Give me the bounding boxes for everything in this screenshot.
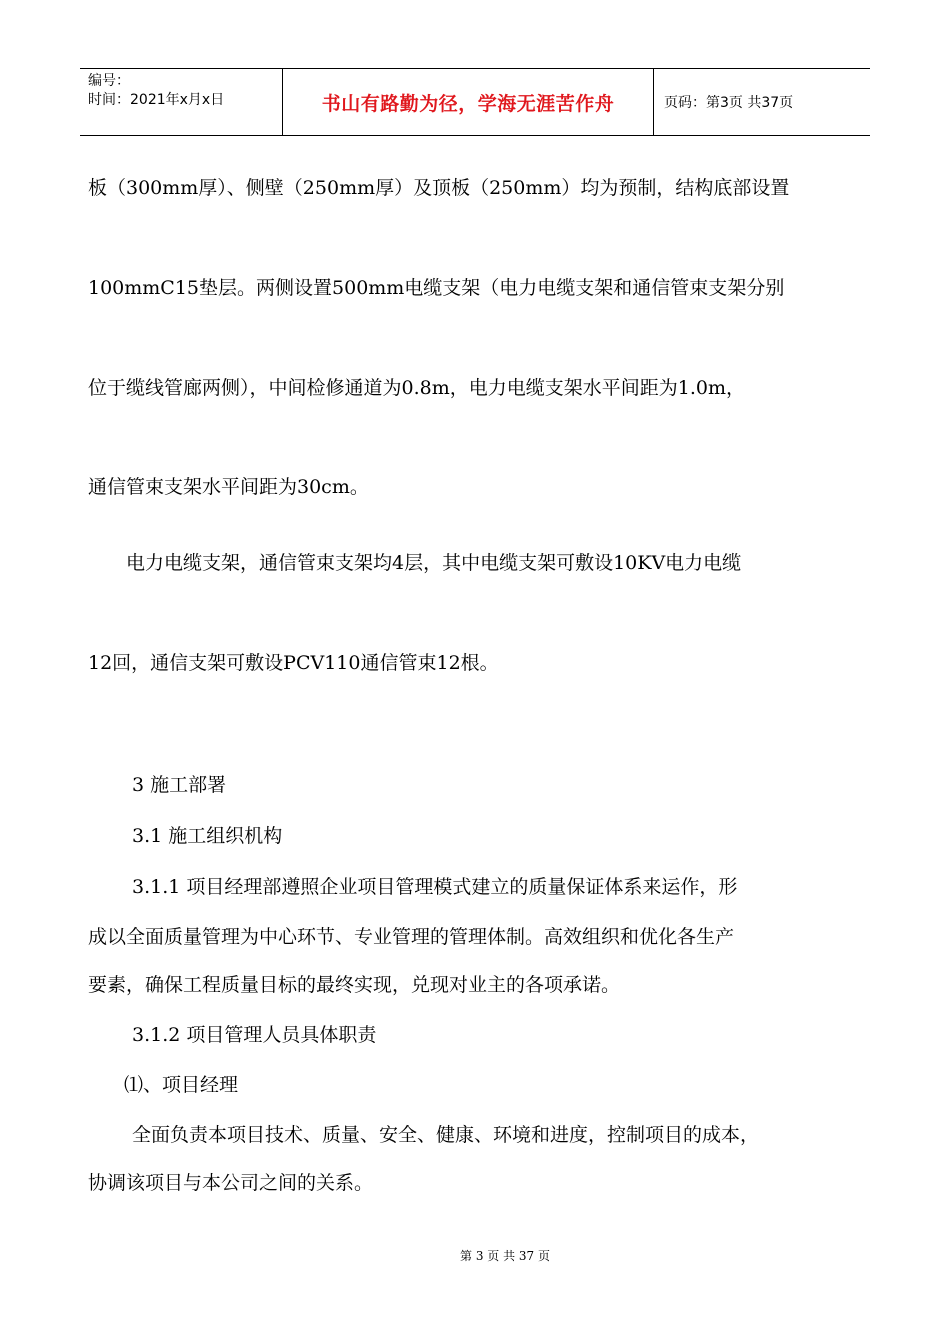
header-motto: 书山有路勤为径，学海无涯苦作舟 [321, 92, 615, 115]
paragraph-line: 3.1.1 项目经理部遵照企业项目管理模式建立的质量保证体系来运作，形 [132, 876, 738, 898]
paragraph-line: 要素，确保工程质量目标的最终实现，兑现对业主的各项承诺。 [88, 974, 621, 996]
paragraph-line: 12回，通信支架可敷设PCV110通信管束12根。 [88, 652, 499, 674]
paragraph-line: 电力电缆支架，通信管束支架均4层，其中电缆支架可敷设10KV电力电缆 [126, 552, 742, 574]
header-page-info: 页码：第3页 共37页 [664, 95, 794, 111]
paragraph-line: 板（300mm厚）、侧壁（250mm厚）及顶板（250mm）均为预制，结构底部设置 [88, 177, 790, 199]
document-time: 时间：2021年x月x日 [88, 92, 225, 108]
section-heading: 3 施工部署 [132, 774, 227, 796]
paragraph-line: 协调该项目与本公司之间的关系。 [88, 1172, 374, 1194]
header-motto-cell [282, 69, 654, 135]
document-header [80, 68, 870, 136]
subsection-heading: 3.1.2 项目管理人员具体职责 [132, 1024, 377, 1046]
header-meta [80, 69, 282, 135]
subsection-heading: 3.1 施工组织机构 [132, 825, 283, 847]
paragraph-line: 位于缆线管廊两侧），中间检修通道为0.8m，电力电缆支架水平间距为1.0m， [88, 377, 745, 399]
page-footer: 第 3 页 共 37 页 [460, 1249, 550, 1263]
paragraph-line: 通信管束支架水平间距为30cm。 [88, 476, 369, 498]
list-item-heading: ⑴、项目经理 [124, 1074, 239, 1096]
paragraph-line: 全面负责本项目技术、质量、安全、健康、环境和进度，控制项目的成本， [132, 1124, 760, 1146]
paragraph-line: 100mmC15垫层。两侧设置500mm电缆支架（电力电缆支架和通信管束支架分别 [88, 277, 785, 299]
paragraph-line: 成以全面质量管理为中心环节、专业管理的管理体制。高效组织和优化各生产 [88, 926, 735, 948]
document-number-label: 编号： [88, 73, 130, 89]
